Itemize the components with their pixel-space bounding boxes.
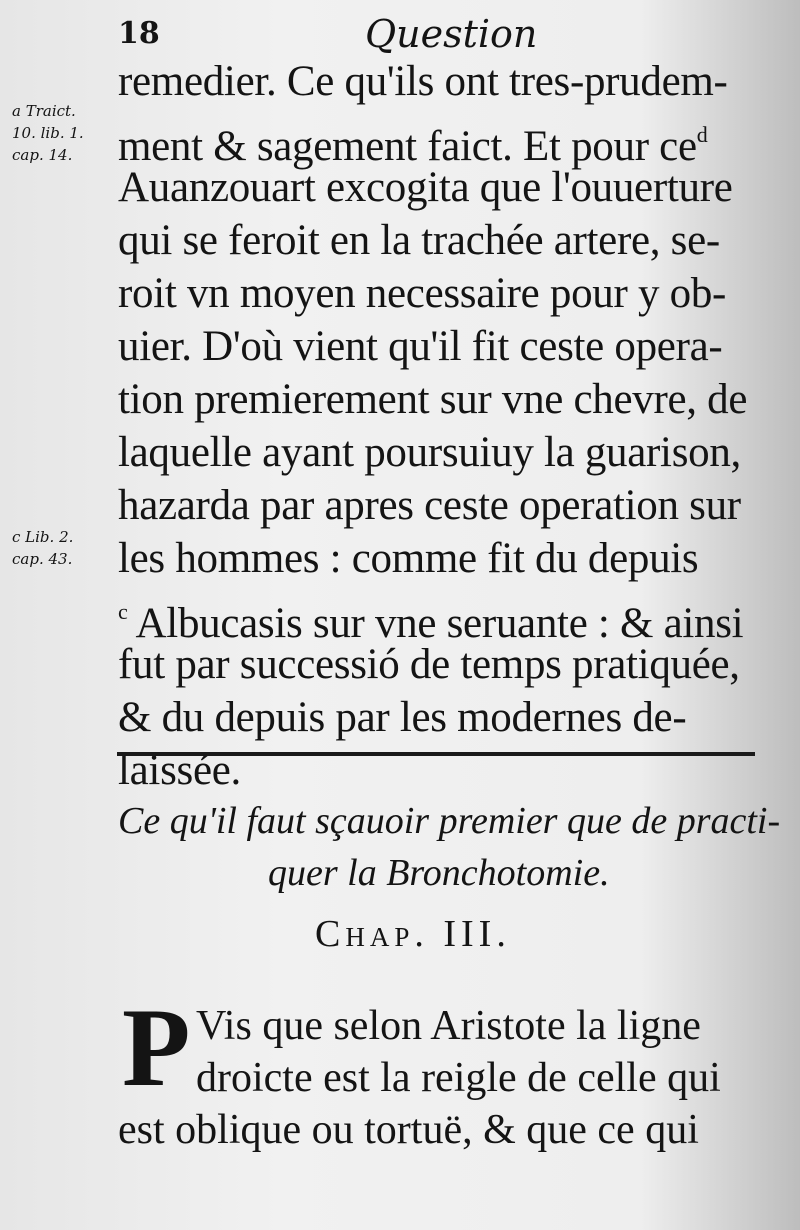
reference-mark-d: d (696, 122, 708, 147)
margin-note-a: a Traict. 10. lib. 1. cap. 14. (12, 102, 84, 164)
body-text (118, 55, 758, 797)
body-line-text: Albucasis sur vne seruante : & ainsi (135, 600, 744, 647)
chapter-line: droicte est la reigle de celle qui (196, 1055, 721, 1101)
body-line: laissée. (118, 747, 241, 794)
page-header (0, 8, 800, 58)
section-title-line: quer la Bronchotomie. (268, 852, 610, 894)
body-line: uier. D'où vient qu'il fit ceste opera- (118, 323, 723, 370)
running-head: Question (365, 12, 538, 56)
body-line: roit vn moyen necessaire pour y ob- (118, 270, 727, 317)
body-line: fut par successió de temps pratiquée, (118, 641, 740, 688)
body-line: Auanzouart excogita que l'ouuerture (118, 164, 733, 211)
body-line: remedier. Ce qu'ils ont tres-prudem- (118, 58, 728, 105)
body-line (118, 585, 758, 647)
chapter-line: Vis que selon Aristote la ligne (196, 1003, 701, 1049)
margin-note-c: c Lib. 2. cap. 43. (12, 528, 74, 568)
chapter-text (118, 986, 758, 1156)
reference-mark-c: c (118, 599, 128, 624)
section-title-line: Ce qu'il faut sçauoir premier que de practi- (118, 800, 781, 842)
body-line: hazarda par apres ceste operation sur (118, 482, 741, 529)
chapter-line: est oblique ou tortuë, & que ce qui (118, 1107, 699, 1153)
body-line-text: ment & sagement faict. Et pour ce (118, 123, 697, 170)
page-number: 18 (118, 16, 160, 51)
drop-cap: P (122, 986, 191, 1110)
section-title (118, 795, 781, 899)
horizontal-rule (117, 752, 755, 756)
body-line (118, 108, 758, 170)
body-line: les hommes : comme fit du depuis (118, 535, 699, 582)
body-line: laquelle ayant poursuiuy la guarison, (118, 429, 741, 476)
body-line: tion premierement sur vne chevre, de (118, 376, 748, 423)
margin-notes (0, 0, 120, 1230)
body-line: & du depuis par les modernes de- (118, 694, 687, 741)
body-line: qui se feroit en la trachée artere, se- (118, 217, 720, 264)
chapter-heading: Chap. III. (315, 913, 511, 955)
